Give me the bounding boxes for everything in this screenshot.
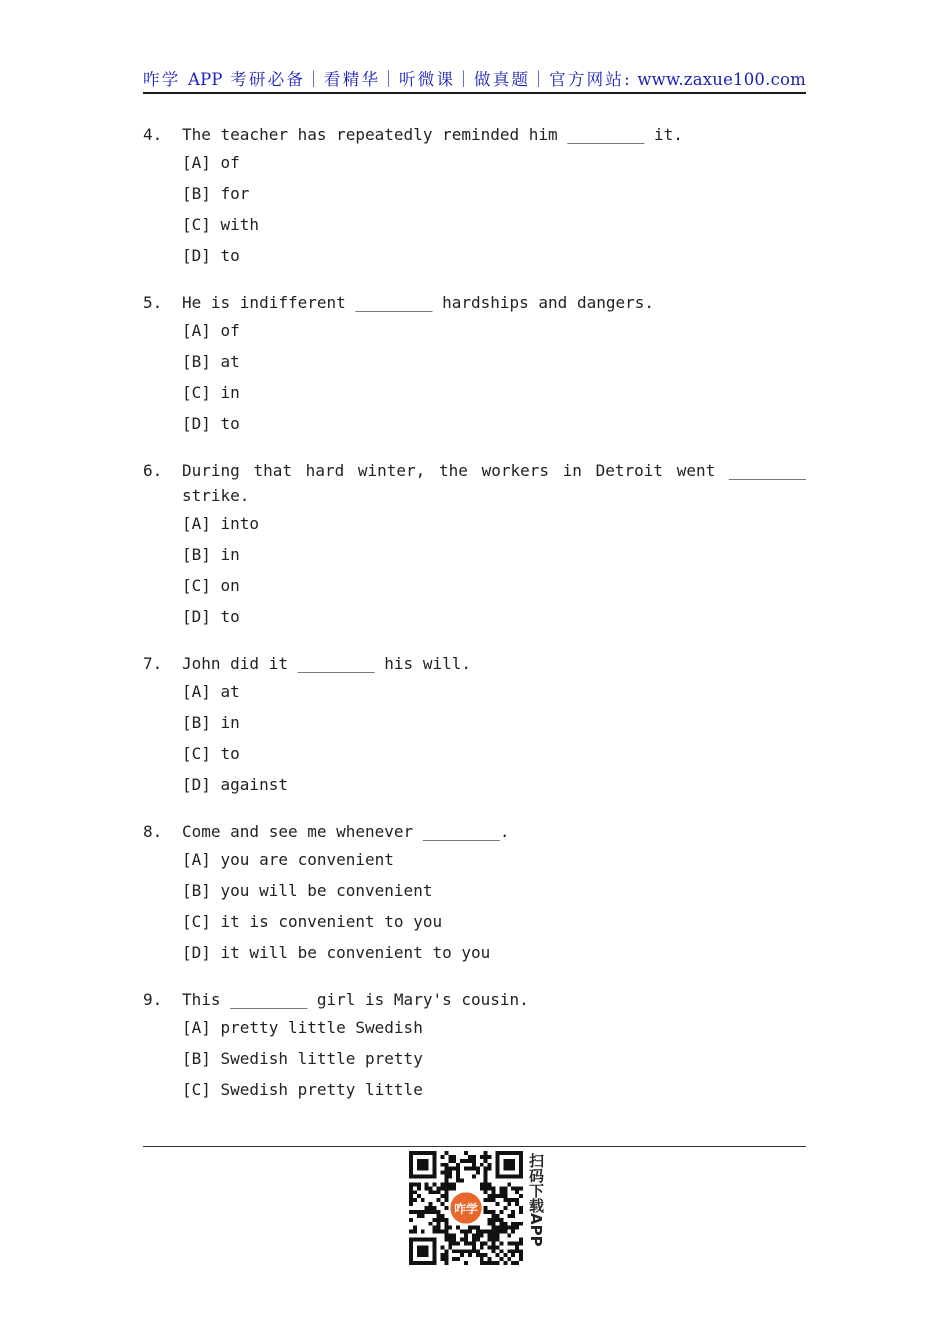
question-5 <box>143 290 806 439</box>
option-a: [A] pretty little Swedish <box>182 1018 423 1037</box>
question-number: 8. <box>143 822 163 841</box>
option-a: [A] you are convenient <box>182 850 394 869</box>
option-c: [C] to <box>182 744 240 763</box>
question-stem: Come and see me whenever ________. <box>182 822 510 841</box>
option-b: [B] at <box>182 352 240 371</box>
question-6 <box>143 458 806 632</box>
question-stem: The teacher has repeatedly reminded him ________ it. <box>182 125 683 144</box>
option-d: [D] against <box>182 775 288 794</box>
question-stem: During that hard winter, the workers in Detroit went ________ <box>182 461 806 480</box>
page-header <box>143 68 806 94</box>
option-a: [A] at <box>182 682 240 701</box>
question-9 <box>143 987 806 1105</box>
qr-code-icon[interactable] <box>409 1151 523 1265</box>
qr-caption: 扫码下载APP <box>527 1153 545 1247</box>
question-stem: He is indifferent ________ hardships and dangers. <box>182 293 655 312</box>
question-number: 7. <box>143 654 163 673</box>
logo-text: 咋学 <box>454 1202 478 1217</box>
footer-divider <box>143 1146 806 1147</box>
option-c: [C] in <box>182 383 240 402</box>
option-a: [A] of <box>182 153 240 172</box>
option-b: [B] in <box>182 545 240 564</box>
option-a: [A] into <box>182 514 260 533</box>
option-b: [B] for <box>182 184 250 203</box>
option-d: [D] to <box>182 607 240 626</box>
question-number: 4. <box>143 125 163 144</box>
option-a: [A] of <box>182 321 240 340</box>
question-8 <box>143 819 806 968</box>
option-c: [C] with <box>182 215 260 234</box>
option-d: [D] it will be convenient to you <box>182 943 491 962</box>
option-b: [B] you will be convenient <box>182 881 433 900</box>
question-list <box>143 122 806 1124</box>
option-c: [C] it is convenient to you <box>182 912 443 931</box>
option-b: [B] in <box>182 713 240 732</box>
question-stem: This ________ girl is Mary's cousin. <box>182 990 529 1009</box>
question-7 <box>143 651 806 800</box>
question-4 <box>143 122 806 271</box>
option-b: [B] Swedish little pretty <box>182 1049 423 1068</box>
question-stem: John did it ________ his will. <box>182 654 471 673</box>
question-stem-continued: strike. <box>182 486 250 505</box>
option-c: [C] Swedish pretty little <box>182 1080 423 1099</box>
option-c: [C] on <box>182 576 240 595</box>
question-number: 6. <box>143 461 163 480</box>
header-banner-text: 咋学 APP 考研必备｜看精华｜听微课｜做真题｜官方网站: www.zaxue100.com <box>143 70 806 89</box>
question-number: 5. <box>143 293 163 312</box>
option-d: [D] to <box>182 414 240 433</box>
option-d: [D] to <box>182 246 240 265</box>
question-number: 9. <box>143 990 163 1009</box>
